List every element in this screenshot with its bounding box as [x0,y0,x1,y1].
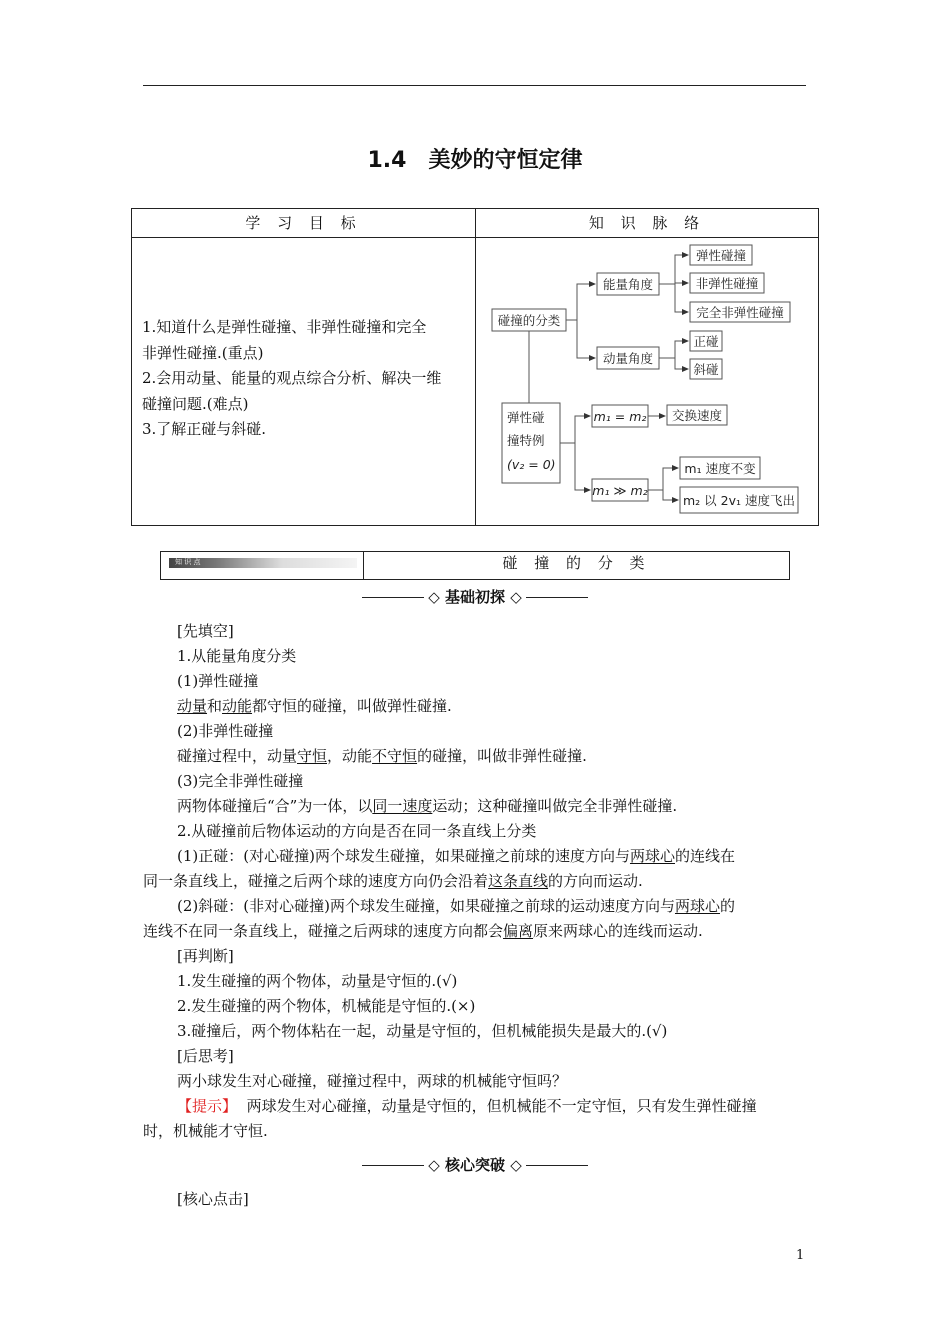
goals-list [142,315,472,443]
goal-line: 非弹性碰撞.(重点) [142,343,264,362]
perfect-inelastic-label: 完全非弹性碰撞 [696,305,784,320]
goal-line: 1.知道什么是弹性碰撞、非弹性碰撞和完全 [142,318,427,336]
map-header: 知 识 脉 络 [588,214,706,232]
text-line: 【提示】 两球发生对心碰撞，动量是守恒的，但机械能不一定守恒，只有发生弹性碰撞 [177,1097,757,1115]
page-number: 1 [796,1248,805,1263]
special-label-1: 弹性碰 [507,410,545,425]
goal-line: 碰撞问题.(难点) [142,394,249,413]
knowledge-tag: 知 识 点 [169,558,357,568]
text-line: 3.碰撞后，两个物体粘在一起，动量是守恒的，但机械能损失是最大的.(√) [177,1022,668,1040]
root-label: 碰撞的分类 [497,313,561,328]
energy-label: 能量角度 [602,277,654,292]
page-title [0,143,950,174]
goals-header: 学 习 目 标 [245,214,362,232]
case2-result2-label: m₂ 以 2v₁ 速度飞出 [683,493,795,508]
text-line: [先填空] [177,622,234,640]
text-line: 动量和动能都守恒的碰撞，叫做弹性碰撞. [177,697,452,715]
text-line: [核心点击] [177,1190,249,1208]
text-line: (3)完全非弹性碰撞 [177,772,304,790]
objectives-table [131,208,819,526]
text-line: 碰撞过程中，动量守恒，动能不守恒的碰撞，叫做非弹性碰撞. [177,747,587,765]
title-number: 1.4 [367,148,407,173]
knowledge-point-bar [160,551,790,580]
text-line: 时，机械能才守恒. [143,1122,268,1140]
text-line: 同一条直线上，碰撞之后两个球的速度方向仍会沿着这条直线的方向而运动. [143,872,643,890]
case2-label: m₁ ≫ m₂ [592,483,648,498]
text-line: 两小球发生对心碰撞，碰撞过程中，两球的机械能守恒吗？ [177,1072,568,1090]
text-line: 两物体碰撞后“合”为一体，以同一速度运动；这种碰撞叫做完全非弹性碰撞. [177,797,678,815]
momentum-label: 动量角度 [602,351,654,366]
text-line: 1.从能量角度分类 [177,647,297,665]
title-text: 美妙的守恒定律 [428,148,583,173]
goal-line: 3.了解正碰与斜碰. [142,420,267,438]
knowledge-title: 碰 撞 的 分 类 [502,554,651,572]
text-line: 1.发生碰撞的两个物体，动量是守恒的.(√) [177,972,458,990]
hint-label: 【提示】 [177,1097,238,1115]
goal-line: 2.会用动量、能量的观点综合分析、解决一维 [142,369,442,387]
inelastic-label: 非弹性碰撞 [695,276,759,291]
text-line: 连线不在同一条直线上，碰撞之后两球的速度方向都会偏离原来两球心的连线而运动. [143,922,703,940]
case2-result1-label: m₁ 速度不变 [684,461,756,476]
case1-label: m₁ = m₂ [593,409,647,424]
text-line: (2)斜碰：(非对心碰撞)两个球发生碰撞，如果碰撞之前球的运动速度方向与两球心的 [177,897,735,915]
header-rule [143,85,806,86]
text-line: [后思考] [177,1047,234,1065]
knowledge-diagram [477,239,817,525]
text-line: [再判断] [177,947,234,965]
text-line: 2.从碰撞前后物体运动的方向是否在同一条直线上分类 [177,822,537,840]
oblique-label: 斜碰 [693,362,719,377]
text-line: (1)弹性碰撞 [177,672,259,690]
text-line: (2)非弹性碰撞 [177,722,274,740]
elastic-label: 弹性碰撞 [695,248,747,263]
section-heading-core: ◇ 核心突破 ◇ [0,1154,950,1175]
central-label: 正碰 [693,334,719,349]
section-heading-basic: ◇ 基础初探 ◇ [0,586,950,607]
case1-result-label: 交换速度 [671,408,723,423]
text-line: (1)正碰：(对心碰撞)两个球发生碰撞，如果碰撞之前球的速度方向与两球心的连线在 [177,847,735,865]
special-label-2: 撞特例 [507,433,545,448]
special-condition: (v₂ = 0) [507,457,556,472]
text-line: 2.发生碰撞的两个物体，机械能是守恒的.(×) [177,997,476,1015]
